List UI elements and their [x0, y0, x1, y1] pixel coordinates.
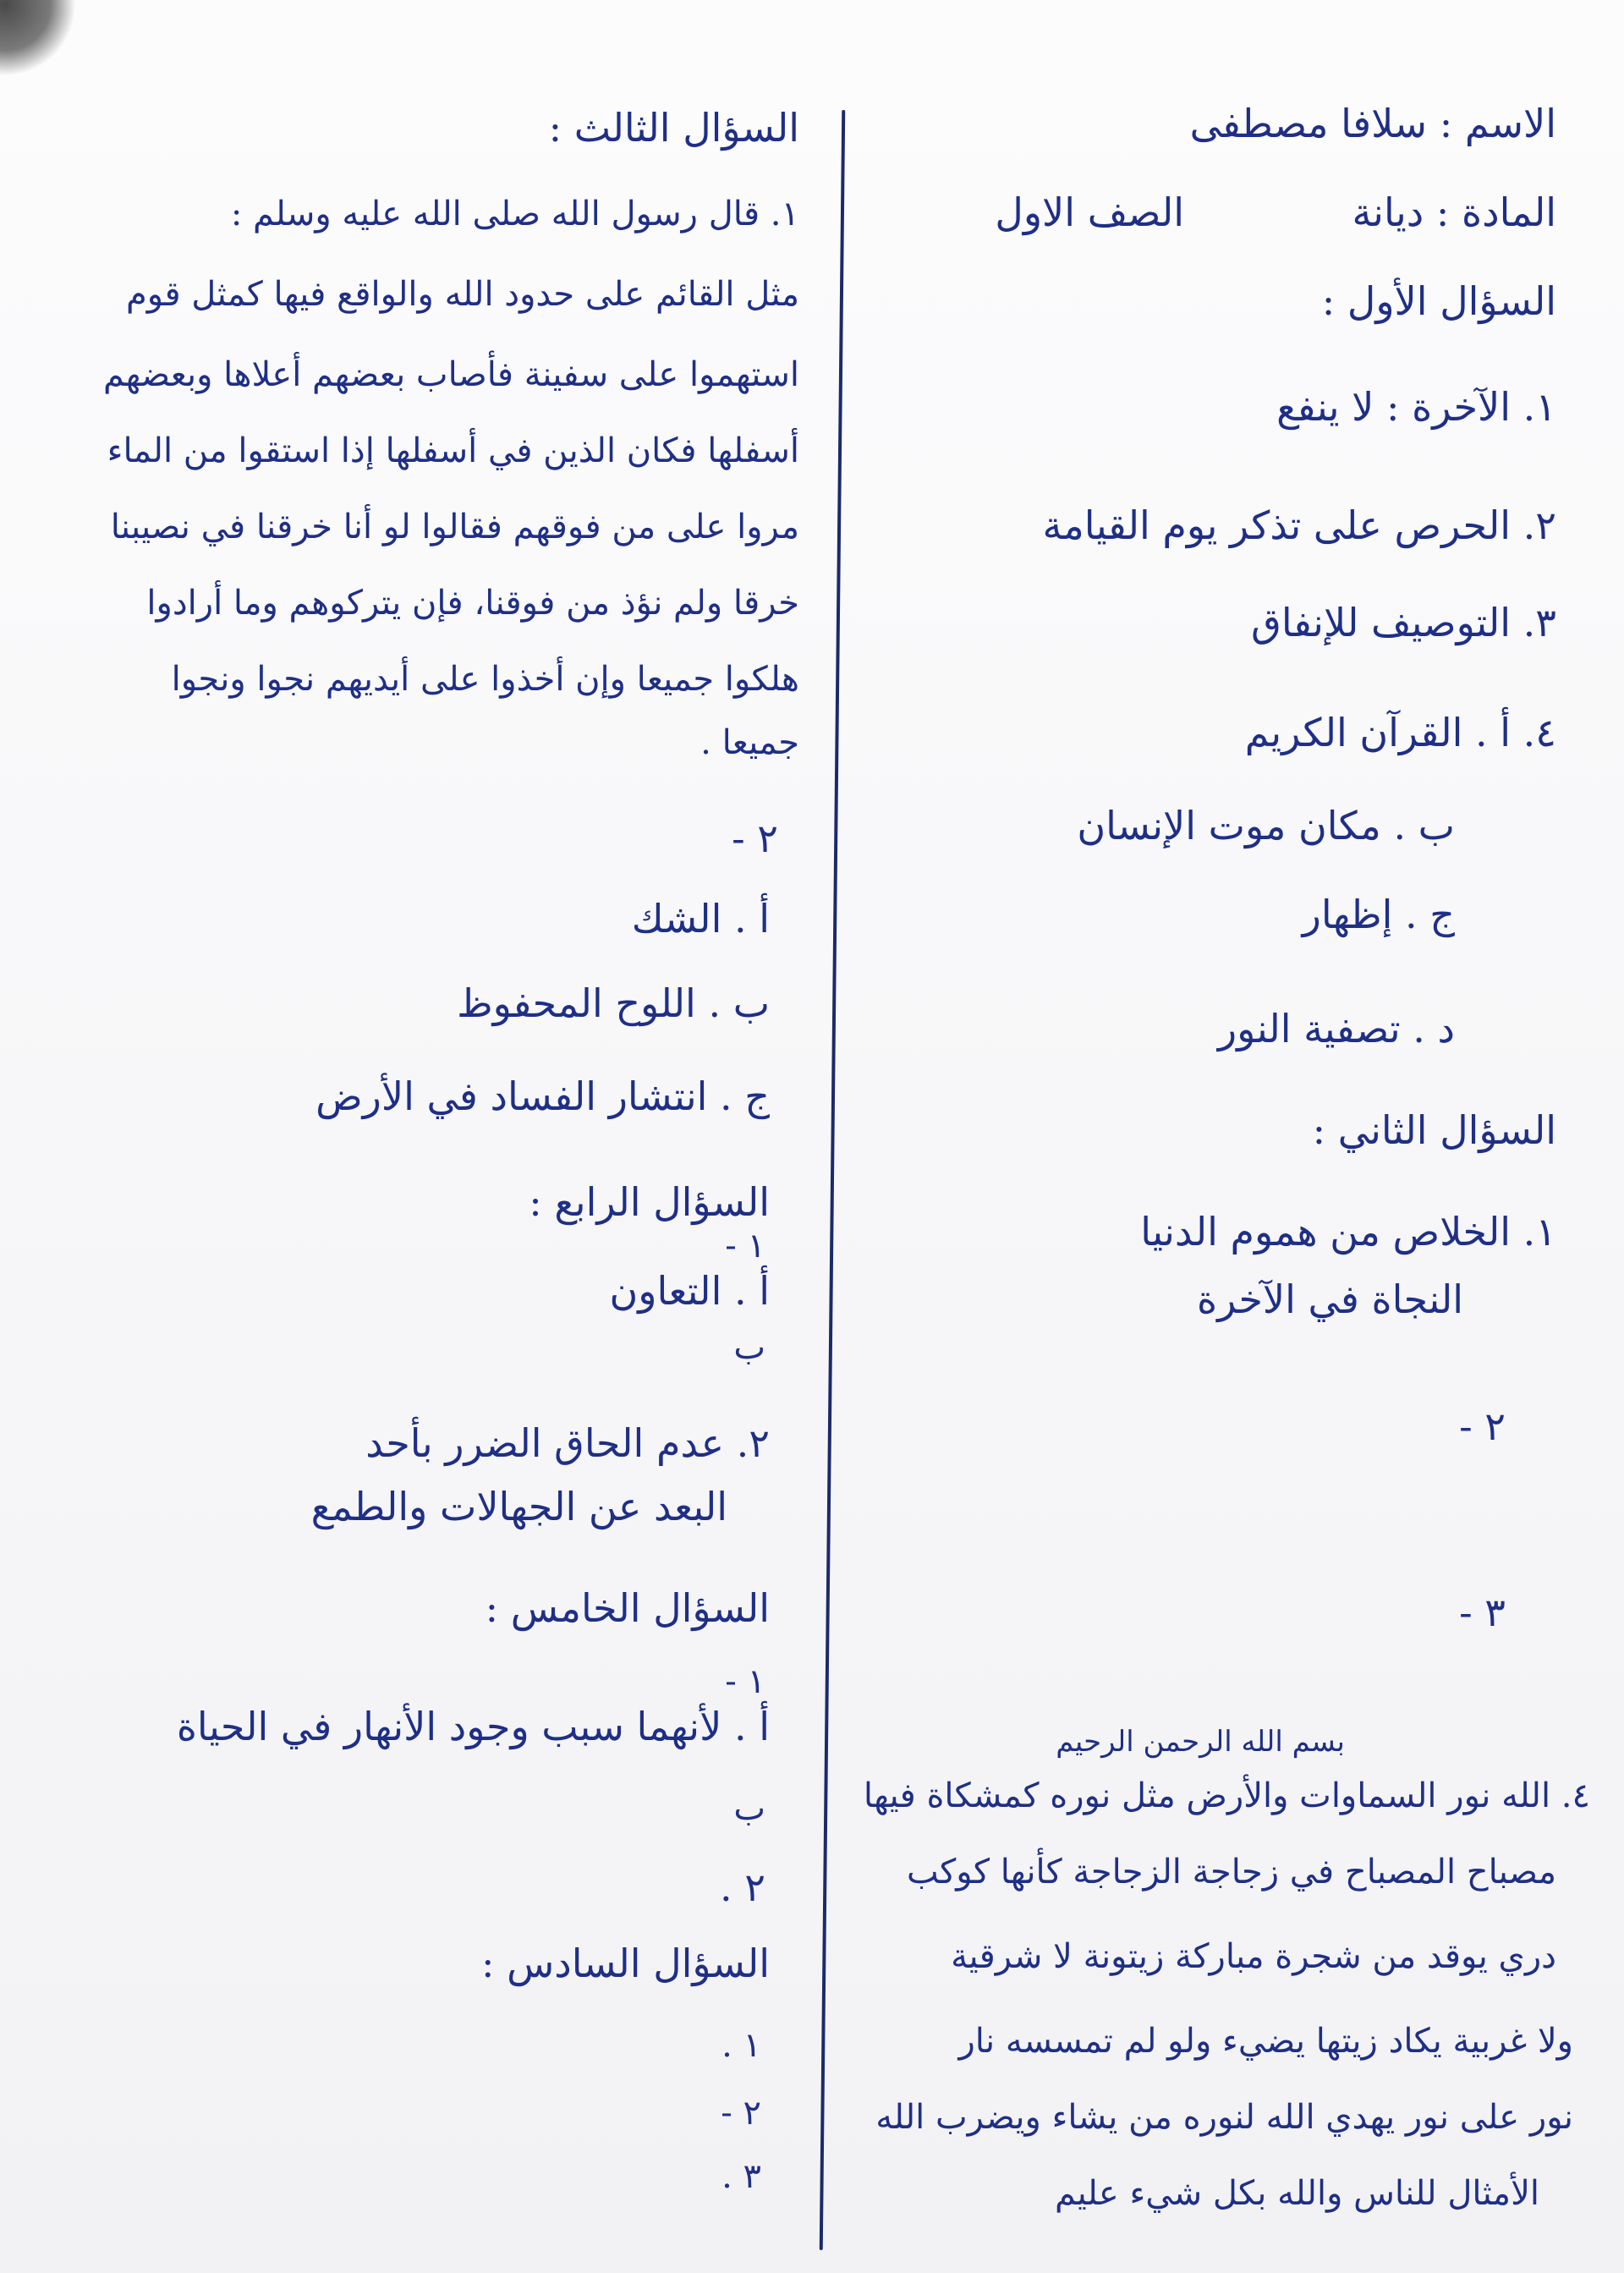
q2-answer-4-line3: دري يوقد من شجرة مباركة زيتونة لا شرقية [951, 1937, 1556, 1976]
q4-answer-1b: ب [733, 1328, 765, 1367]
q3-answer-2b: ب . اللوح المحفوظ [457, 980, 770, 1026]
q3-answer-2a: أ . الشك [631, 896, 770, 942]
q1-answer-4c: ج . إظهار [1302, 892, 1455, 937]
q2-answer-4-line2: مصباح المصباح في زجاجة الزجاجة كأنها كوكب [906, 1853, 1556, 1891]
q3-answer-2: ٢ - [732, 815, 778, 861]
q2-answer-4-line4: ولا غربية يكاد زيتها يضيء ولو لم تمسسه نار [958, 2022, 1573, 2061]
q6-answer-2: ٢ - [721, 2094, 761, 2133]
q4-answer-2-line1: ٢. عدم الحاق الضرر بأحد [365, 1420, 770, 1466]
q3-answer-2c: ج . انتشار الفساد في الأرض [315, 1073, 770, 1119]
subject-line: المادة : ديانة [1352, 189, 1556, 235]
q1-answer-4d: د . تصفية النور [1217, 1006, 1455, 1051]
q2-title: السؤال الثاني : [1312, 1107, 1556, 1153]
q3-answer-1-intro: ١. قال رسول الله صلى الله عليه وسلم : [230, 195, 799, 233]
q4-title: السؤال الرابع : [529, 1179, 770, 1225]
q1-answer-3: ٣. التوصيف للإنفاق [1251, 600, 1556, 645]
q5-title: السؤال الخامس : [485, 1585, 770, 1631]
q2-answer-3: ٣ - [1459, 1589, 1506, 1635]
page-corner-shadow [0, 0, 76, 76]
q2-answer-4-line5: نور على نور يهدي الله لنوره من يشاء ويضرب الله [875, 2098, 1573, 2137]
student-name: الاسم : سلافا مصطفى [1189, 101, 1556, 146]
q1-title: السؤال الأول : [1321, 278, 1556, 324]
q2-answer-1-line2: النجاة في الآخرة [1197, 1277, 1463, 1322]
q6-answer-3: ٣ . [721, 2157, 761, 2196]
q1-answer-1: ١. الآخرة : لا ينفع [1276, 384, 1556, 430]
hadith-line-2: استهموا على سفينة فأصاب بعضهم أعلاها وبعضهم [102, 355, 799, 394]
q3-title: السؤال الثالث : [548, 105, 799, 151]
hadith-line-7: جميعا . [700, 723, 799, 762]
q6-answer-1: ١ . [721, 2026, 761, 2065]
q1-answer-4a: ٤. أ . القرآن الكريم [1244, 710, 1556, 755]
q5-answer-2: ٢ . [720, 1864, 765, 1910]
q2-answer-4-line1: ٤. الله نور السماوات والأرض مثل نوره كمشكاة فيها [863, 1776, 1590, 1815]
q2-answer-4-line6: الأمثال للناس والله بكل شيء عليم [1054, 2174, 1539, 2213]
q5-answer-1: ١ - [725, 1662, 765, 1701]
q5-answer-1b: ب [733, 1789, 765, 1828]
q2-answer-1-line1: ١. الخلاص من هموم الدنيا [1140, 1209, 1556, 1255]
q2-answer-2: ٢ - [1459, 1403, 1506, 1449]
q1-answer-4b: ب . مكان موت الإنسان [1077, 803, 1455, 848]
q6-title: السؤال السادس : [480, 1941, 770, 1986]
q1-answer-2: ٢. الحرص على تذكر يوم القيامة [1042, 502, 1556, 548]
grade-line: الصف الاول [995, 189, 1184, 235]
q4-answer-1: ١ - [725, 1227, 765, 1266]
basmala: بسم الله الرحمن الرحيم [1056, 1725, 1345, 1759]
hadith-line-3: أسفلها فكان الذين في أسفلها إذا استقوا من الماء [107, 431, 799, 470]
hadith-line-4: مروا على من فوقهم فقالوا لو أنا خرقنا في نصيبنا [110, 508, 799, 546]
q5-answer-1a: أ . لأنهما سبب وجود الأنهار في الحياة [176, 1704, 770, 1749]
hadith-line-1: مثل القائم على حدود الله والواقع فيها كمثل قوم [126, 275, 799, 314]
hadith-line-6: هلكوا جميعا وإن أخذوا على أيديهم نجوا ونجوا [171, 660, 799, 699]
q4-answer-1a: أ . التعاون [609, 1268, 770, 1314]
q4-answer-2-line2: البعد عن الجهالات والطمع [310, 1484, 727, 1529]
column-divider-line [820, 110, 845, 2250]
hadith-line-5: خرقا ولم نؤذ من فوقنا، فإن يتركوهم وما أرادوا [146, 584, 799, 623]
